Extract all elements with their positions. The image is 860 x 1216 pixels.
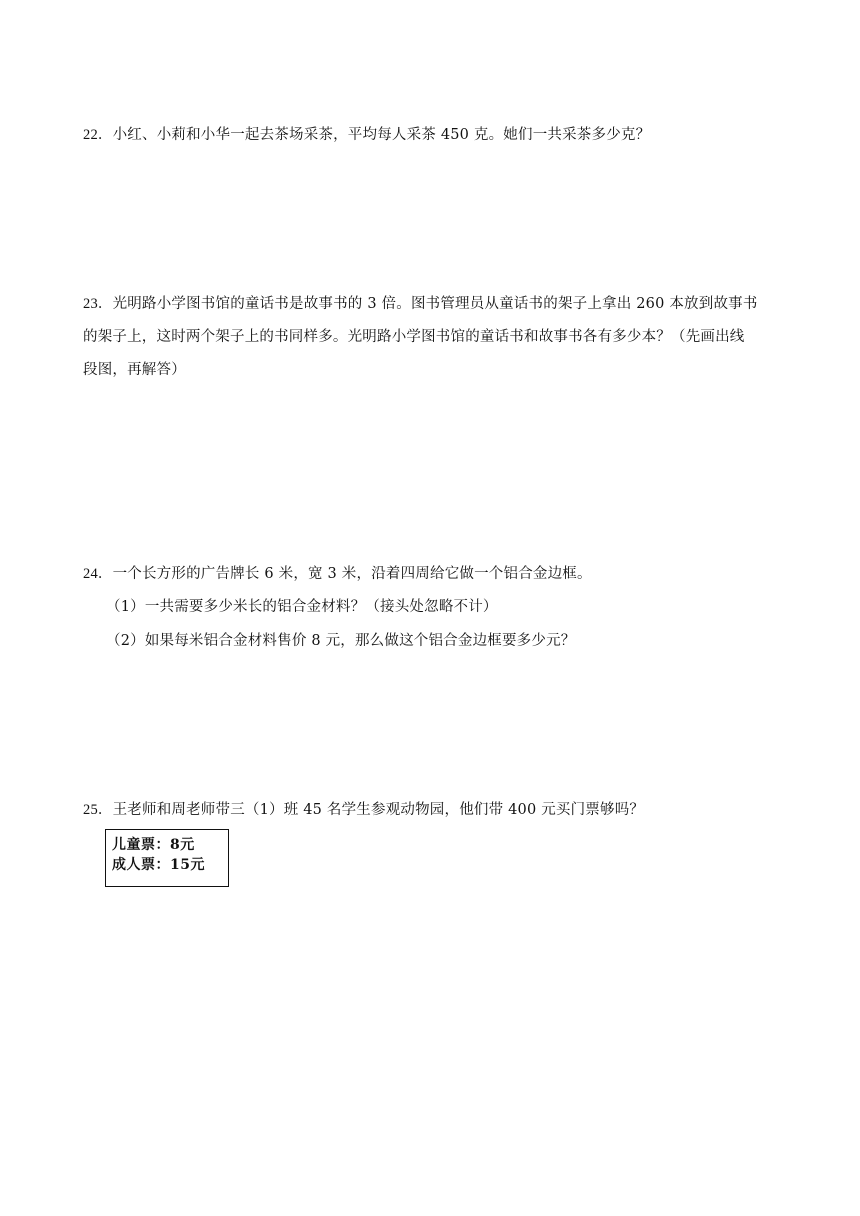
question-number: 23 xyxy=(83,296,98,312)
question-text: 王老师和周老师带三（1）班 45 名学生参观动物园，他们带 400 元买门票够吗？ xyxy=(112,802,645,818)
question-23-line-3: 段图，再解答） xyxy=(83,362,186,378)
ticket-price-box xyxy=(105,829,229,887)
question-number: 24 xyxy=(83,566,98,582)
question-24: 24．一个长方形的广告牌长 6 米，宽 3 米，沿着四周给它做一个铝合金边框。 xyxy=(83,566,592,582)
question-text: 小红、小莉和小华一起去茶场采茶，平均每人采茶 450 克。她们一共采茶多少克？ xyxy=(112,127,651,143)
adult-ticket-price: 成人票：15元 xyxy=(112,857,205,873)
question-23: 23．光明路小学图书馆的童话书是故事书的 3 倍。图书管理员从童话书的架子上拿出 260 本放到故事书 xyxy=(83,296,758,312)
question-25: 25．王老师和周老师带三（1）班 45 名学生参观动物园，他们带 400 元买门票够吗？ xyxy=(83,802,645,818)
question-text-line-1: 光明路小学图书馆的童话书是故事书的 3 倍。图书管理员从童话书的架子上拿出 260 本放到故事书 xyxy=(112,296,758,312)
question-number: 25 xyxy=(83,802,98,818)
question-24-sub-2: （2）如果每米铝合金材料售价 8 元，那么做这个铝合金边框要多少元？ xyxy=(106,633,576,649)
question-number: 22 xyxy=(83,127,98,143)
question-22: 22．小红、小莉和小华一起去茶场采茶，平均每人采茶 450 克。她们一共采茶多少克？ xyxy=(83,127,651,143)
question-text: 一个长方形的广告牌长 6 米，宽 3 米，沿着四周给它做一个铝合金边框。 xyxy=(112,566,592,582)
child-ticket-price: 儿童票：8元 xyxy=(112,837,195,853)
question-24-sub-1: （1）一共需要多少米长的铝合金材料？（接头处忽略不计） xyxy=(106,599,498,615)
question-23-line-2: 的架子上，这时两个架子上的书同样多。光明路小学图书馆的童话书和故事书各有多少本？（先画出线 xyxy=(83,329,745,345)
